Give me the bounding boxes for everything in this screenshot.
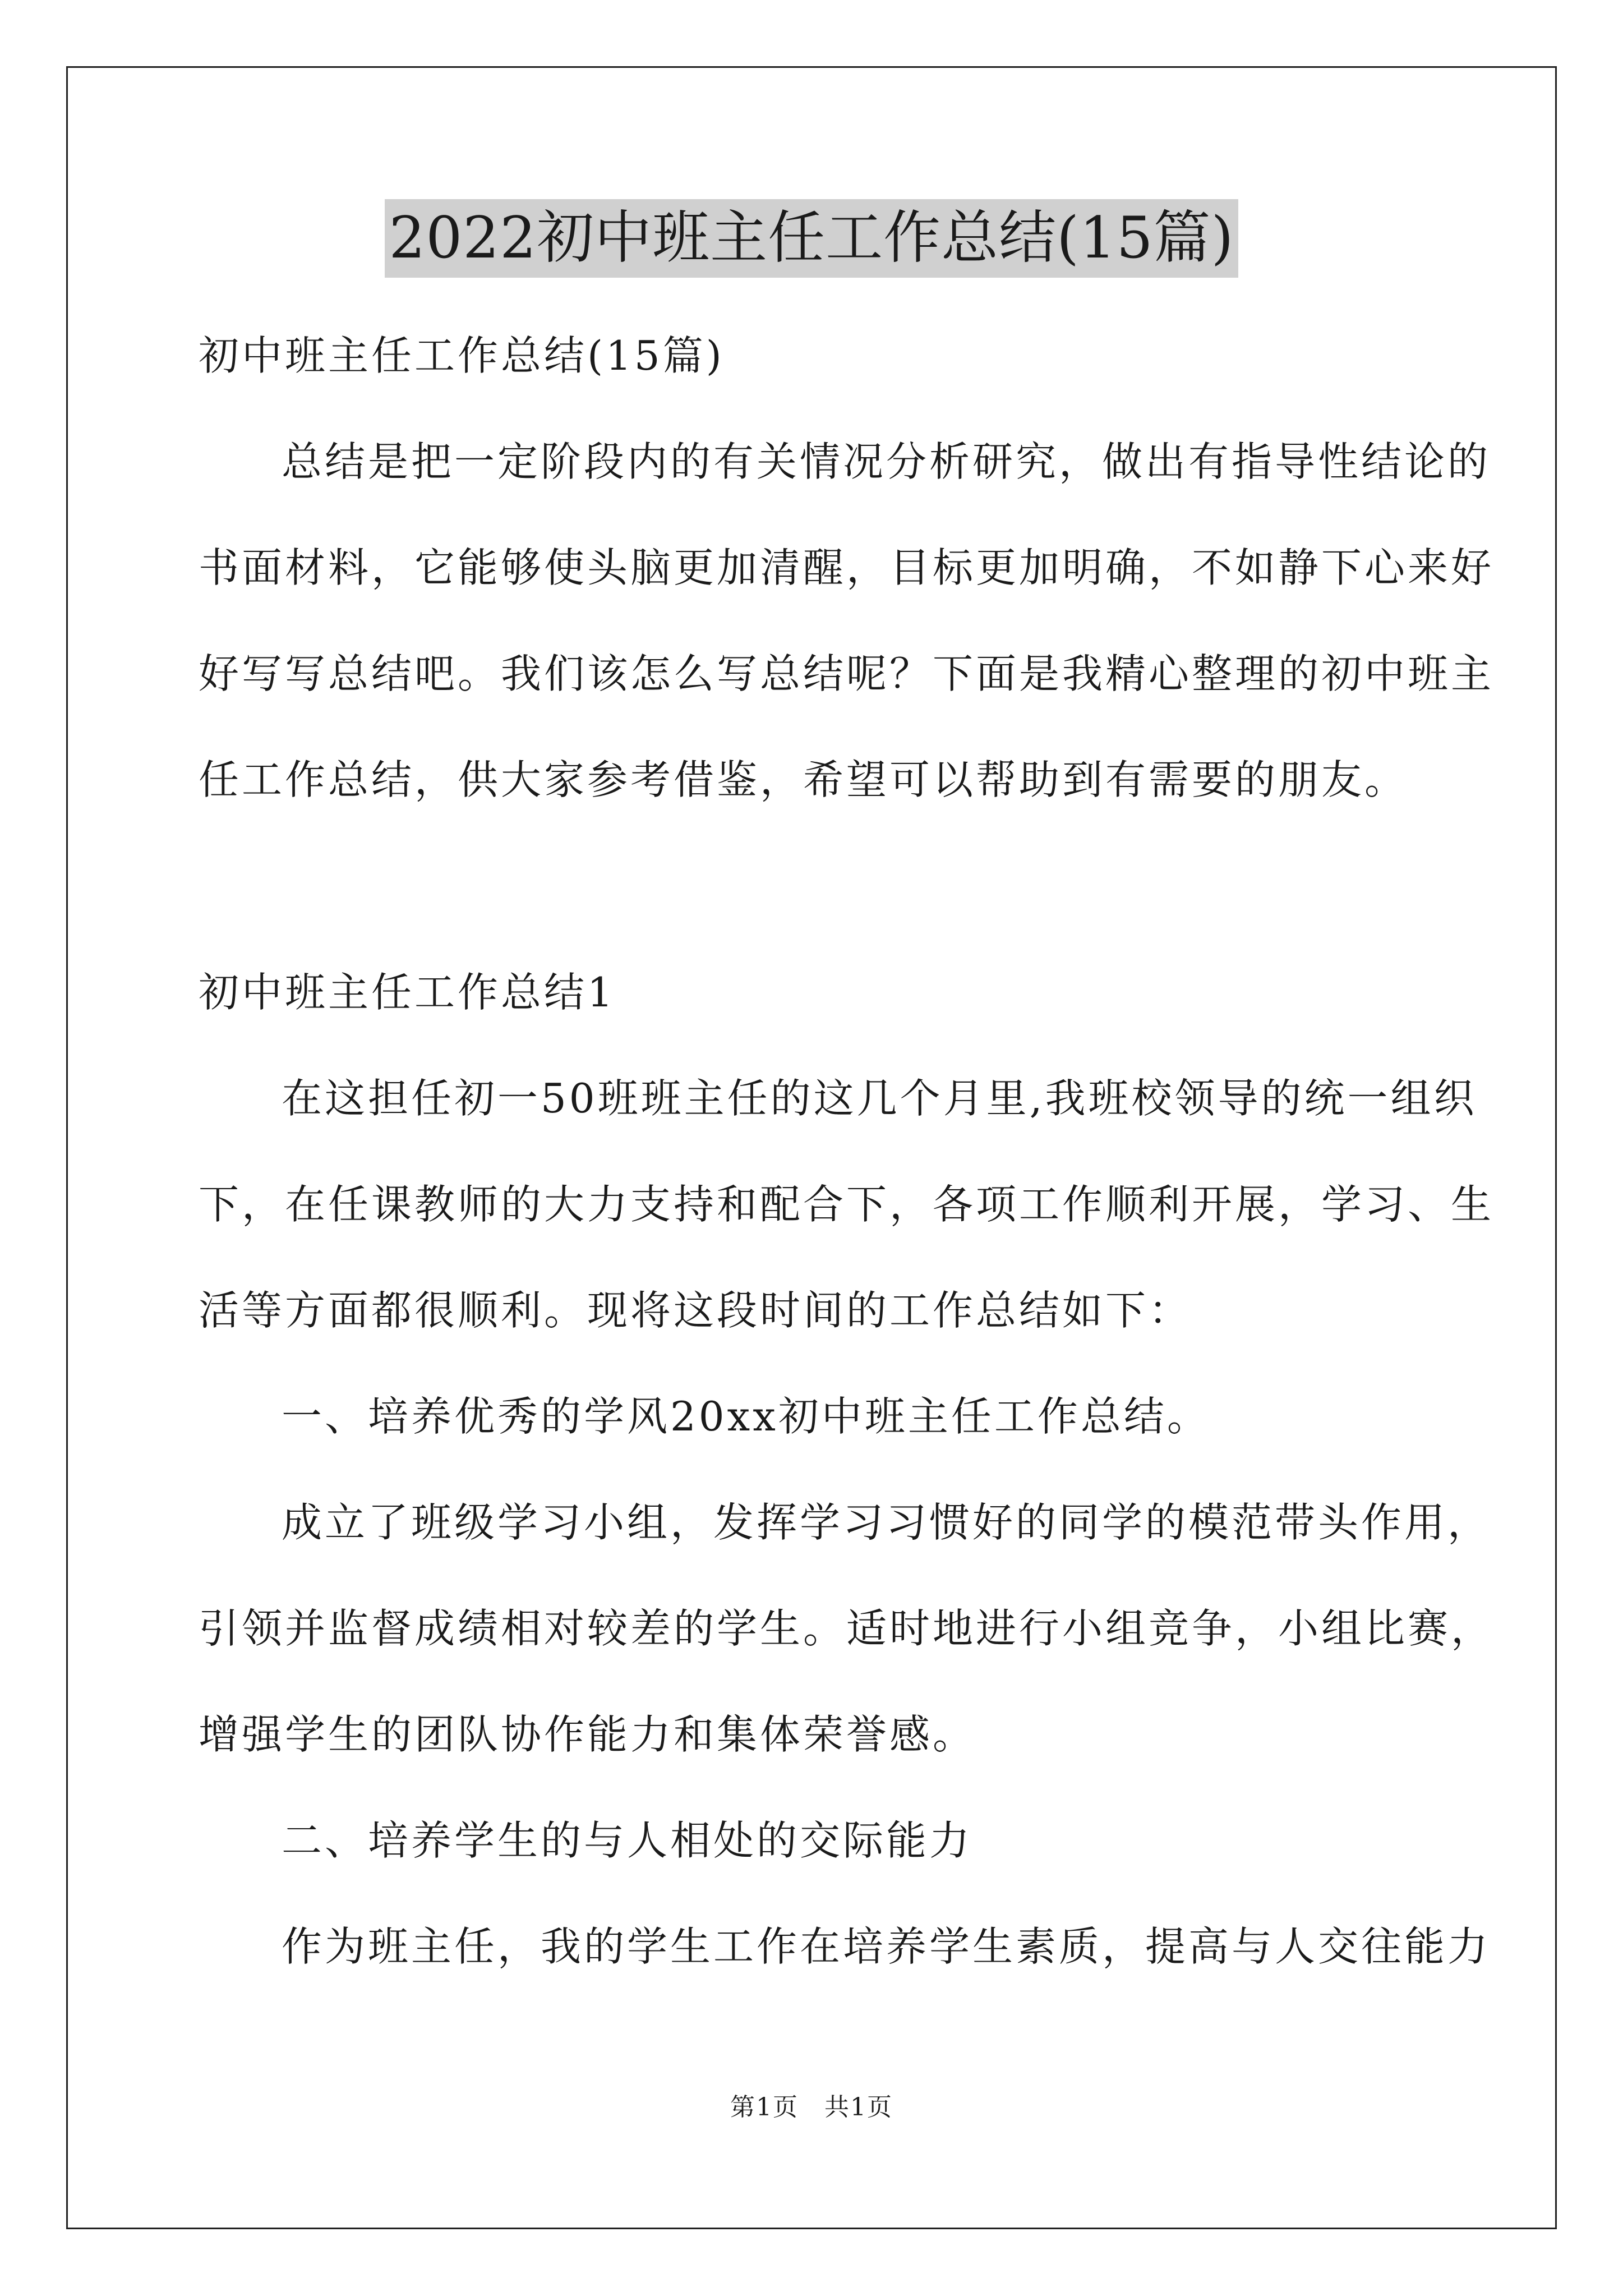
body-line: 二、培养学生的与人相处的交际能力 xyxy=(282,1817,973,1864)
body-line: 引领并监督成绩相对较差的学生。适时地进行小组竞争，小组比赛， xyxy=(199,1605,1495,1652)
section-heading: 初中班主任工作总结1 xyxy=(199,969,616,1016)
intro-line: 总结是把一定阶段内的有关情况分析研究，做出有指导性结论的 xyxy=(282,438,1491,485)
intro-line: 任工作总结，供大家参考借鉴，希望可以帮助到有需要的朋友。 xyxy=(199,756,1408,803)
body-line: 在这担任初一50班班主任的这几个月里,我班校领导的统一组织 xyxy=(282,1075,1477,1122)
body-line: 增强学生的团队协作能力和集体荣誉感。 xyxy=(199,1711,976,1758)
document-title: 2022初中班主任工作总结(15篇) xyxy=(385,199,1239,278)
body-line: 活等方面都很顺利。现将这段时间的工作总结如下： xyxy=(199,1287,1192,1334)
body-line: 成立了班级学习小组，发挥学习习惯好的同学的模范带头作用， xyxy=(282,1499,1491,1546)
title-wrap xyxy=(0,199,1623,278)
document-body xyxy=(199,303,1495,2000)
page-footer: 第1页 共1页 xyxy=(730,2093,893,2122)
paragraph-gap xyxy=(199,833,1432,940)
intro-line: 好写写总结吧。我们该怎么写总结呢？下面是我精心整理的初中班主 xyxy=(199,650,1495,697)
body-line: 一、培养优秀的学风20xx初中班主任工作总结。 xyxy=(282,1393,1210,1440)
body-line: 作为班主任，我的学生工作在培养学生素质，提高与人交往能力 xyxy=(282,1923,1491,1970)
subtitle: 初中班主任工作总结(15篇) xyxy=(199,332,725,379)
body-line: 下，在任课教师的大力支持和配合下，各项工作顺利开展，学习、生 xyxy=(199,1181,1495,1228)
intro-line: 书面材料，它能够使头脑更加清醒，目标更加明确，不如静下心来好 xyxy=(199,544,1495,591)
